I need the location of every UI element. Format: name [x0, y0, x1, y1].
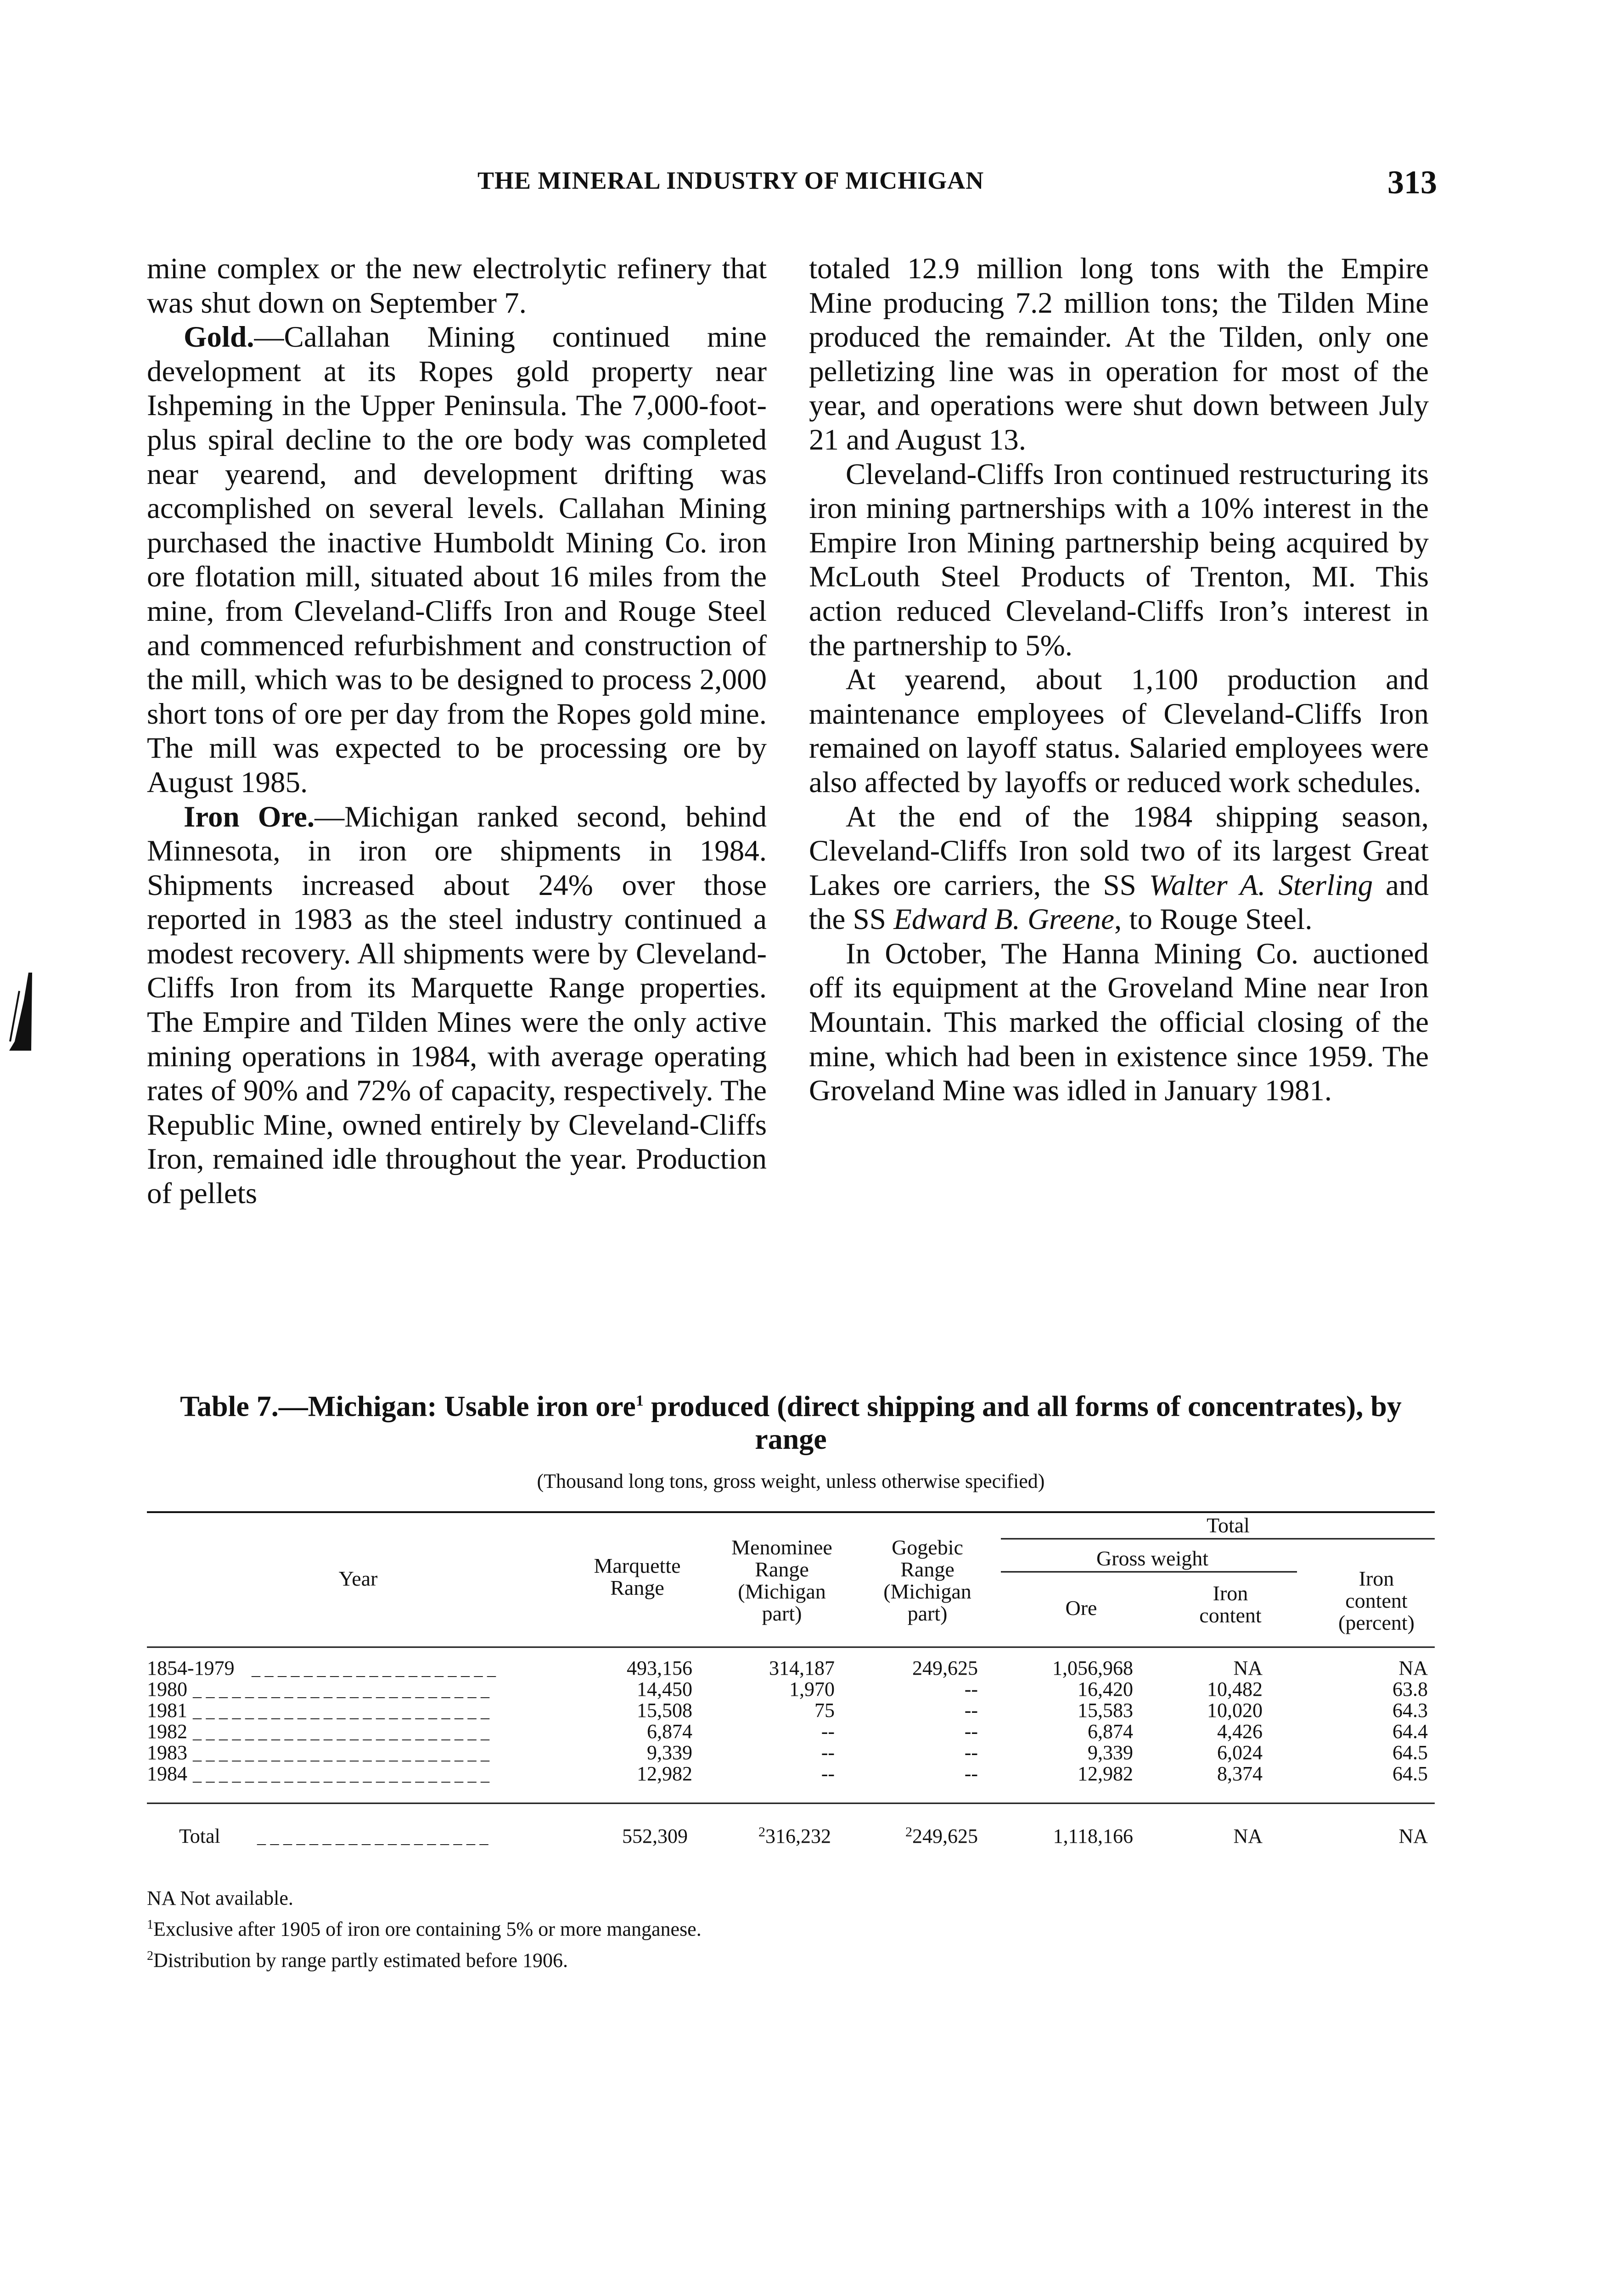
footnote-1-text: Exclusive after 1905 of iron ore containing 5% or more manganese.: [153, 1918, 702, 1941]
cell-ore: 1,056,968: [1052, 1657, 1133, 1679]
total-gogebic: [905, 1824, 978, 1847]
header-gross-weight: Gross weight: [1096, 1547, 1209, 1570]
cell-gogebic: --: [964, 1699, 978, 1722]
paragraph-layoffs: At yearend, about 1,100 production and maintenance employees of Cleveland-Cliffs Iron remained on layoff status. Salaried employees were also affected by layoffs or reduced work schedules.: [809, 663, 1429, 799]
header-iron-content-1: Iron: [1213, 1581, 1248, 1605]
header-year: Year: [338, 1567, 378, 1590]
cell-year: 1982: [147, 1720, 187, 1743]
header-gogebic-2: Range: [900, 1558, 954, 1581]
cell-ore: 15,583: [1078, 1699, 1133, 1722]
cell-pct: 63.8: [1392, 1678, 1428, 1700]
cell-iron: 8,374: [1217, 1762, 1263, 1785]
table-footnotes: [147, 1885, 702, 1974]
page-number: 313: [1387, 164, 1437, 201]
cell-pct: 64.5: [1392, 1741, 1428, 1764]
table-title-a: Table 7.—Michigan: Usable iron ore: [180, 1390, 636, 1423]
left-column: [147, 252, 767, 1211]
leader-dots: _ _ _ _ _ _ _ _ _ _ _ _ _ _ _ _ _ _ _ _ _ _ _: [193, 1723, 489, 1742]
total-iron: NA: [1233, 1825, 1263, 1847]
running-header: [147, 166, 1437, 208]
total-ore: 1,118,166: [1053, 1825, 1133, 1847]
header-menominee-2: Range: [755, 1558, 809, 1581]
cell-iron: 6,024: [1217, 1741, 1263, 1764]
header-gogebic-1: Gogebic: [892, 1536, 963, 1559]
total-gogebic-footnote: 2: [905, 1824, 912, 1840]
table-7: [147, 1384, 1435, 1972]
carriers-text-c: , to Rouge Steel.: [1114, 903, 1313, 936]
footnote-2-marker: 2: [147, 1948, 153, 1963]
table-row: [147, 1699, 1428, 1722]
cell-marquette: 12,982: [637, 1762, 692, 1785]
header-marquette-1: Marquette: [594, 1554, 681, 1577]
leader-dots: _ _ _ _ _ _ _ _ _ _ _ _ _ _ _ _ _ _ _ _ _ _ _: [193, 1702, 489, 1721]
cell-pct: 64.3: [1392, 1699, 1428, 1722]
footnote-1-marker: 1: [147, 1918, 153, 1932]
total-menominee: [758, 1824, 831, 1847]
paragraph-pellet-production: totaled 12.9 million long tons with the Empire Mine producing 7.2 million tons; the Tilden Mine produced the remainder. At the Tilden, only one pelletizing line was in operation for most of the year, and operations were shut down between July 21 and August 13.: [809, 252, 1429, 456]
cell-gogebic: 249,625: [912, 1657, 978, 1679]
table-row: [147, 1762, 1428, 1785]
ship-name-sterling: Walter A. Sterling: [1149, 868, 1373, 902]
total-gogebic-value: 249,625: [912, 1825, 978, 1847]
cell-gogebic: --: [964, 1720, 978, 1743]
cell-pct: NA: [1398, 1657, 1428, 1679]
paragraph-restructuring: Cleveland-Cliffs Iron continued restructuring its iron mining partnerships with a 10% interest in the Empire Iron Mining partnership being acquired by McLouth Steel Products of Trenton, MI. This action reduced Cleveland-Cliffs Iron’s interest in the partnership to 5%.: [809, 457, 1429, 662]
cell-ore: 6,874: [1088, 1720, 1133, 1743]
cell-marquette: 6,874: [647, 1720, 692, 1743]
table-title-b: produced (direct shipping and all forms of concentrates), by range: [643, 1390, 1402, 1456]
header-marquette-2: Range: [610, 1576, 664, 1599]
table-row: [147, 1741, 1428, 1764]
leader-dots: _ _ _ _ _ _ _ _ _ _ _ _ _ _ _ _ _ _ _ _ _ _ _: [193, 1744, 489, 1763]
leader-dots: _ _ _ _ _ _ _ _ _ _ _ _ _ _ _ _ _ _ _: [252, 1660, 496, 1679]
cell-marquette: 15,508: [637, 1699, 692, 1722]
header-menominee-3: (Michigan: [738, 1580, 826, 1603]
leader-dots: _ _ _ _ _ _ _ _ _ _ _ _ _ _ _ _ _ _: [257, 1828, 488, 1847]
total-menominee-value: 316,232: [765, 1825, 831, 1847]
table-row: [147, 1657, 1428, 1679]
footnote-na: NA Not available.: [147, 1887, 293, 1909]
cell-menominee: 75: [814, 1699, 835, 1722]
cell-year: 1980: [147, 1678, 187, 1700]
footnote-1: [147, 1912, 702, 1943]
table-row: [147, 1678, 1428, 1700]
cell-iron: NA: [1233, 1657, 1263, 1679]
cell-ore: 16,420: [1078, 1678, 1133, 1700]
cell-pct: 64.4: [1392, 1720, 1428, 1743]
total-menominee-footnote: 2: [758, 1824, 765, 1840]
iron-ore-text: —Michigan ranked second, behind Minnesota, in iron ore shipments in 1984. Shipments increased about 24% over those reported in 1983 as the steel industry continued a modest recovery. All shipments were by Cleveland-Cliffs Iron from its Marquette Range properties. The Empire and Tilden Mines were the only active mining operations in 1984, with average operating rates of 90% and 72% of capacity, respectively. The Republic Mine, owned entirely by Cleveland-Cliffs Iron, remained idle throughout the year. Production of pellets: [147, 800, 767, 1210]
table-title-footnote: 1: [635, 1392, 644, 1409]
header-iron-pct-1: Iron: [1359, 1567, 1394, 1590]
carriers-text-b: and the SS: [809, 868, 1429, 936]
margin-mark: [6, 973, 33, 1051]
gold-text: —Callahan Mining continued mine development at its Ropes gold property near Ishpeming in the Upper Peninsula. The 7,000-foot-plus spiral decline to the ore body was completed near yearend, and development drifting was accomplished on several levels. Callahan Mining purchased the inactive Humboldt Mining Co. iron ore flotation mill, situated about 16 miles from the mine, from Cleveland-Cliffs Iron and Rouge Steel and commenced refurbishment and construction of the mill, which was to be designed to process 2,000 short tons of ore per day from the Ropes gold mine. The mill was expected to be processing ore by August 1985.: [147, 321, 767, 799]
carriers-text-a: At the end of the 1984 shipping season, Cleveland-Cliffs Iron sold two of its largest Great Lakes ore carriers, the SS: [809, 800, 1429, 902]
paragraph-ore-carriers: [809, 800, 1429, 937]
paragraph-copper-continued: mine complex or the new electrolytic refinery that was shut down on September 7.: [147, 252, 767, 320]
heading-iron-ore: Iron Ore.: [184, 800, 315, 833]
header-gogebic-4: part): [907, 1602, 948, 1625]
paragraph-groveland: In October, The Hanna Mining Co. auctioned off its equipment at the Groveland Mine near Iron Mountain. This marked the official closing of the mine, which had been in existence since 1959. The Groveland Mine was idled in January 1981.: [809, 937, 1429, 1108]
table-total-row: [179, 1824, 1428, 1847]
cell-year: 1983: [147, 1741, 187, 1764]
footnote-2-text: Distribution by range partly estimated before 1906.: [153, 1949, 568, 1972]
table-subtitle: (Thousand long tons, gross weight, unless otherwise specified): [537, 1470, 1045, 1493]
header-gogebic-3: (Michigan: [883, 1580, 971, 1603]
total-pct: NA: [1398, 1825, 1428, 1847]
cell-year: 1984: [147, 1762, 187, 1785]
cell-ore: 12,982: [1078, 1762, 1133, 1785]
cell-menominee: --: [821, 1762, 835, 1785]
cell-gogebic: --: [964, 1678, 978, 1700]
running-title: THE MINERAL INDUSTRY OF MICHIGAN: [477, 167, 984, 194]
cell-year: 1981: [147, 1699, 187, 1722]
leader-dots: _ _ _ _ _ _ _ _ _ _ _ _ _ _ _ _ _ _ _ _ _ _ _: [193, 1681, 489, 1700]
paragraph-iron-ore: [147, 800, 767, 1211]
heading-gold: Gold.: [184, 321, 254, 354]
cell-ore: 9,339: [1088, 1741, 1133, 1764]
footnote-2: [147, 1943, 702, 1974]
header-iron-content-2: content: [1199, 1604, 1262, 1627]
header-menominee-4: part): [762, 1602, 802, 1625]
cell-marquette: 9,339: [647, 1741, 692, 1764]
total-marquette: 552,309: [622, 1825, 688, 1847]
table-title: [147, 1384, 1435, 1456]
right-column: [809, 252, 1429, 1108]
header-menominee-1: Menominee: [731, 1536, 832, 1559]
cell-gogebic: --: [964, 1762, 978, 1785]
cell-marquette: 493,156: [627, 1657, 692, 1679]
ship-name-greene: Edward B. Greene: [893, 903, 1114, 936]
table-row: [147, 1720, 1428, 1743]
cell-year: 1854-1979: [147, 1657, 235, 1679]
cell-marquette: 14,450: [637, 1678, 692, 1700]
header-total: Total: [1207, 1514, 1250, 1537]
cell-menominee: --: [821, 1720, 835, 1743]
cell-menominee: --: [821, 1741, 835, 1764]
header-ore: Ore: [1065, 1596, 1097, 1620]
header-iron-pct-3: (percent): [1338, 1611, 1415, 1634]
paragraph-gold: [147, 320, 767, 799]
cell-iron: 10,482: [1207, 1678, 1263, 1700]
cell-menominee: 1,970: [789, 1678, 835, 1700]
cell-gogebic: --: [964, 1741, 978, 1764]
cell-iron: 4,426: [1217, 1720, 1263, 1743]
cell-pct: 64.5: [1392, 1762, 1428, 1785]
header-iron-pct-2: content: [1345, 1589, 1408, 1612]
cell-iron: 10,020: [1207, 1699, 1263, 1722]
total-label: Total: [179, 1825, 220, 1847]
leader-dots: _ _ _ _ _ _ _ _ _ _ _ _ _ _ _ _ _ _ _ _ _ _ _: [193, 1765, 489, 1784]
table-grid: [147, 1508, 1435, 1876]
cell-menominee: 314,187: [769, 1657, 835, 1679]
